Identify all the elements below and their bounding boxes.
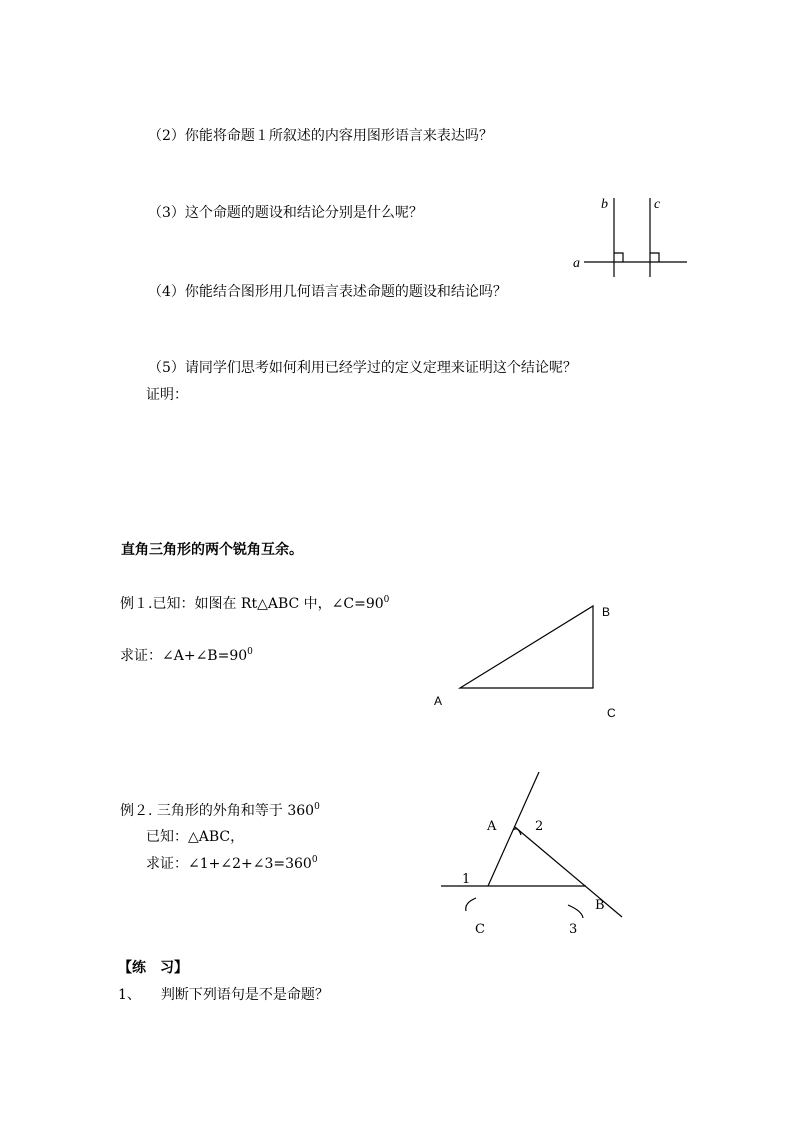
label-ext-C: C [475,922,485,937]
practice-item-1-text: 判断下列语句是不是命题？ [160,987,329,1003]
label-b: b [601,197,608,212]
question-2: （2）你能将命题１所叙述的内容用图形语言来表达吗？ [148,128,493,144]
example2-title-text: 例２. 三角形的外角和等于 360 [120,803,315,819]
proof-label: 证明： [146,387,188,403]
example2-prove [146,855,318,873]
triangle-abc [460,606,593,688]
example1-prove [120,647,253,665]
question-5: （5）请同学们思考如何利用已经学过的定义定理来证明这个结论呢？ [148,360,577,376]
question-3: （3）这个命题的题设和结论分别是什么呢？ [148,205,423,221]
example1-prove-degree: 0 [247,647,253,657]
example1-given [120,595,389,613]
right-angle-mark-c [650,253,659,262]
example1-given-degree: 0 [383,595,390,605]
label-tri-A: A [434,694,443,708]
example1-prove-text: 求证：∠A+∠B=90 [120,648,248,664]
label-a: a [573,256,580,271]
label-ext-3: 3 [569,922,578,937]
practice-heading: 【练 习】 [118,960,188,976]
extended-side-ab [515,827,622,917]
practice-item-1 [118,986,329,1004]
angle-arc-3 [568,905,583,918]
example2-given: 已知：△ABC， [146,829,245,845]
question-4: （4）你能结合图形用几何语言表述命题的题设和结论吗？ [148,284,507,300]
label-ext-1: 1 [462,872,471,887]
practice-item-1-number: 1、 [118,987,141,1003]
theorem-heading: 直角三角形的两个锐角互余。 [121,542,303,558]
label-tri-C: C [607,706,616,720]
label-ext-A: A [487,819,497,834]
label-tri-B: B [602,605,611,619]
angle-arc-1 [466,898,476,911]
example2-prove-text: 求证：∠1+∠2+∠3=360 [146,856,312,872]
example1-given-text: 例１.已知：如图在 Rt△ABC 中，∠C=90 [120,596,384,612]
example2-title-degree: 0 [314,802,320,812]
label-ext-2: 2 [535,819,544,834]
angle-arc-2 [513,829,521,835]
label-ext-B: B [595,898,605,913]
right-angle-mark-b [614,253,623,262]
label-c: c [654,197,661,212]
example2-title [120,802,320,820]
example2-prove-degree: 0 [311,855,318,865]
